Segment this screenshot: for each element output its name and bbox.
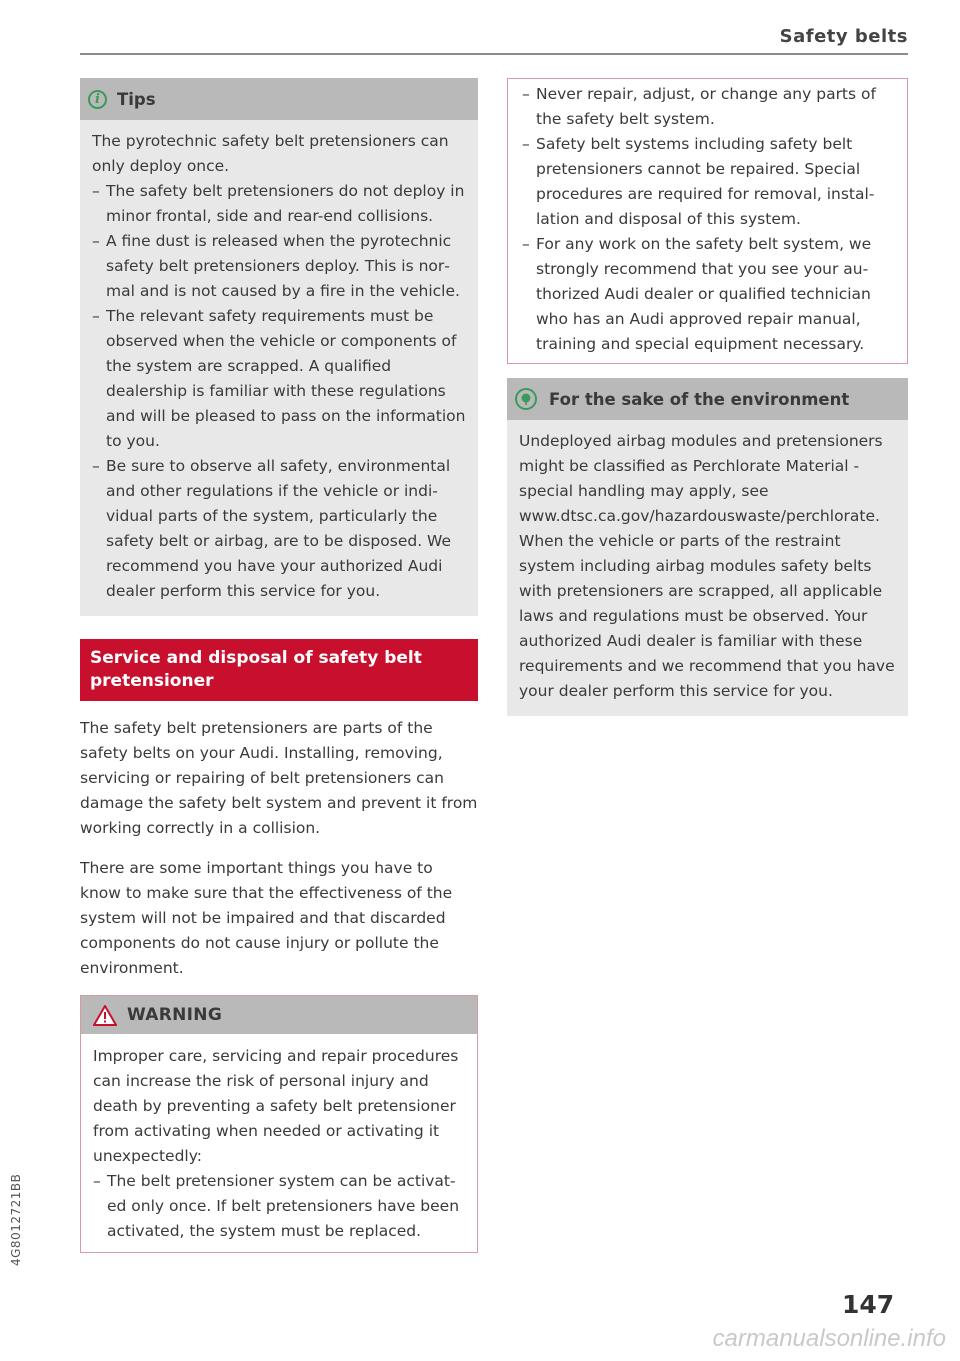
warning-body <box>81 1034 477 1252</box>
warning-bullet: – Never repair, adjust, or change any parts of the safety belt system. <box>522 85 876 128</box>
warning-box <box>80 995 478 1253</box>
warning-bullet: – For any work on the safety belt system, we strongly recommend that you see your authorized Audi dealer or qualified technician who has an Audi approved repair manual, training and special equipment necessary. <box>522 235 872 353</box>
warning-bullet: – The belt pretensioner system can be activated only once. If belt pretensioners have been activated, the system must be replaced. <box>93 1172 460 1240</box>
tips-bullet: – A fine dust is released when the pyrotechnic safety belt pretensioners deploy. This is normal and is not caused by a fire in the vehicle. <box>92 232 460 300</box>
environment-header <box>507 378 908 420</box>
left-column <box>80 78 478 1253</box>
section-heading: Service and disposal of safety belt pretensioner <box>80 639 478 701</box>
tips-bullet: – Be sure to observe all safety, environmental and other regulations if the vehicle or individual parts of the system, particularly the safety belt or airbag, are to be disposed. We recommend you have your authorized Audi dealer perform this service for you. <box>92 457 452 600</box>
header-divider <box>80 53 908 55</box>
info-icon: i <box>88 90 107 109</box>
tips-box <box>80 78 478 616</box>
body-paragraph: There are some important things you have to know to make sure that the effectiveness of the system will not be impaired and that discarded components do not cause injury or pollute the environment. <box>80 859 453 977</box>
environment-title: For the sake of the environment <box>549 389 850 409</box>
page-header-title: Safety belts <box>779 26 908 47</box>
warning-triangle-icon <box>93 1005 117 1026</box>
warning-bullet: – Safety belt systems including safety belt pretensioners cannot be repaired. Special procedures are required for removal, installation and disposal of this system. <box>522 135 875 228</box>
tips-title: Tips <box>117 89 156 109</box>
tips-bullet: – The relevant safety requirements must be observed when the vehicle or components of the system are scrapped. A qualified dealership is familiar with these regulations and will be pleased to pass on the information to you. <box>92 307 466 450</box>
body-paragraph: The safety belt pretensioners are parts of the safety belts on your Audi. Installing, removing, servicing or repairing of belt pretensioners can damage the safety belt system and prevent it from working correctly in a collision. <box>80 719 478 837</box>
environment-body <box>507 420 908 716</box>
environment-text: Undeployed airbag modules and pretensioners might be classified as Perchlorate Material -special handling may apply, see www.dtsc.ca.gov/hazardouswaste/perchlorate. When the vehicle or parts of the restraint system including airbag modules safety belts with pretensioners are scrapped, all applicable laws and regulations must be observed. Your authorized Audi dealer is familiar with these requirements and we recommend that you have your dealer perform this service for you. <box>519 432 895 700</box>
warning-continued-box <box>507 78 908 364</box>
tips-intro: The pyrotechnic safety belt pretensioners can only deploy once. <box>92 132 449 175</box>
warning-title: WARNING <box>127 1005 223 1025</box>
right-column <box>507 78 908 716</box>
environment-box <box>507 378 908 716</box>
warning-intro: Improper care, servicing and repair procedures can increase the risk of personal injury and death by preventing a safety belt pretensioner from activating when needed or activating it unexpectedly: <box>93 1047 459 1165</box>
tips-body <box>80 120 478 616</box>
tips-header <box>80 78 478 120</box>
document-code: 4G8012721BB <box>9 1173 23 1266</box>
warning-header <box>81 996 477 1034</box>
tips-bullet: – The safety belt pretensioners do not deploy in minor frontal, side and rear-end collisions. <box>92 182 465 225</box>
watermark: carmanualsonline.info <box>712 1325 946 1352</box>
environment-tree-icon <box>515 388 537 410</box>
page-number: 147 <box>842 1290 895 1319</box>
